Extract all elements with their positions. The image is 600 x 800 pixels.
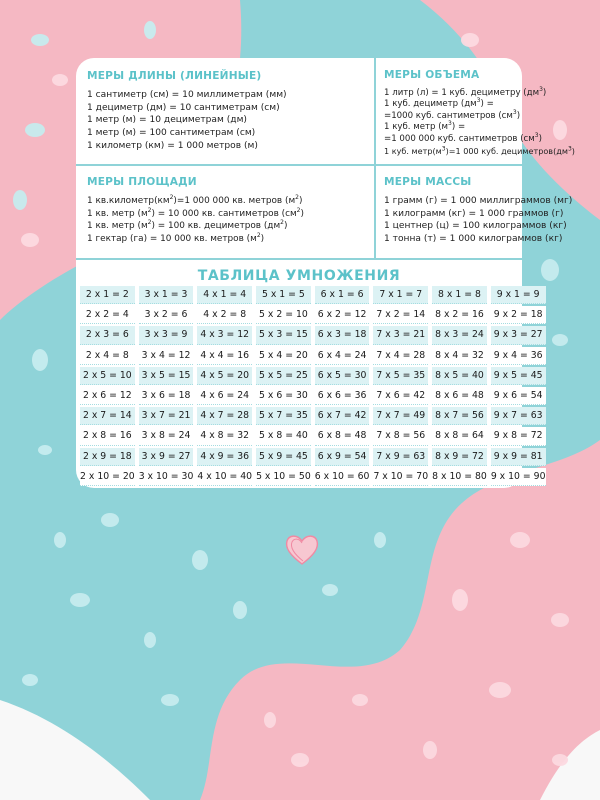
table-cell: 7 x 9 = 63: [373, 448, 428, 466]
table-cell: 8 x 5 = 40: [432, 367, 487, 385]
length-measures: [87, 70, 287, 153]
table-cell: 2 x 4 = 8: [80, 347, 135, 365]
measure-line: =1 000 000 куб. сантиметров $(см^3)$: [384, 132, 542, 144]
table-cell: 8 x 2 = 16: [432, 306, 487, 324]
row-divider: [76, 258, 522, 260]
table-cell: 6 x 3 = 18: [315, 326, 370, 344]
table-cell: 7 x 7 = 49: [373, 407, 428, 425]
table-cell: 3 x 10 = 30: [139, 468, 194, 486]
table-cell: 4 x 9 = 36: [197, 448, 252, 466]
table-cell: 7 x 5 = 35: [373, 367, 428, 385]
section-title: МЕРЫ ОБЪЕМА: [384, 69, 480, 81]
table-cell: 8 x 10 = 80: [432, 468, 487, 486]
table-cell: 9 x 5 = 45: [491, 367, 546, 385]
table-cell: 6 x 7 = 42: [315, 407, 370, 425]
table-cell: 9 x 1 = 9: [491, 286, 546, 304]
heart-icon: [282, 530, 322, 570]
table-cell: 5 x 10 = 50: [256, 468, 311, 486]
table-cell: 2 x 10 = 20: [80, 468, 135, 486]
measure-line: 1 грамм (г) = 1 000 миллиграммов (мг): [384, 195, 573, 206]
table-cell: 3 x 5 = 15: [139, 367, 194, 385]
table-cell: 9 x 9 = 81: [491, 448, 546, 466]
table-cell: 2 x 9 = 18: [80, 448, 135, 466]
table-cell: 6 x 4 = 24: [315, 347, 370, 365]
area-measures: [87, 176, 304, 246]
table-cell: 2 x 1 = 2: [80, 286, 135, 304]
measure-line: 1 километр (км) = 1 000 метров (м): [87, 140, 258, 151]
volume-measures: [384, 70, 575, 157]
table-cell: 8 x 6 = 48: [432, 387, 487, 405]
measure-line: 1 литр (л) = 1 куб. дециметру $(дм^3)$: [384, 85, 547, 98]
table-cell: 9 x 10 = 90: [491, 468, 546, 486]
table-cell: 6 x 5 = 30: [315, 367, 370, 385]
table-cell: 8 x 1 = 8: [432, 286, 487, 304]
measure-line: 1 куб. $метр(м^3)=1$ 000 куб. $дециметров(дм^3)$: [384, 144, 575, 156]
table-cell: 3 x 7 = 21: [139, 407, 194, 425]
table-cell: 8 x 9 = 72: [432, 448, 487, 466]
table-cell: 9 x 2 = 18: [491, 306, 546, 324]
measure-line: =1000 куб. сантиметров $(см^3)$: [384, 108, 521, 121]
measure-line: 1 кв. метр $(м^2) = 100$ кв. дециметров $(дм^2)$: [87, 219, 288, 232]
table-cell: 2 x 3 = 6: [80, 326, 135, 344]
section-title: МЕРЫ МАССЫ: [384, 176, 472, 188]
measure-line: 1 кв. метр $(м^2) = 10$ 000 кв. сантиметров $(см^2)$: [87, 206, 304, 219]
table-cell: 4 x 8 = 32: [197, 427, 252, 445]
table-cell: 3 x 1 = 3: [139, 286, 194, 304]
table-cell: 5 x 1 = 5: [256, 286, 311, 304]
multiplication-grid: [80, 286, 546, 486]
measure-line: 1 тонна (т) = 1 000 килограммов (кг): [384, 234, 563, 245]
table-cell: 7 x 8 = 56: [373, 427, 428, 445]
measure-line: 1 куб. метр $(м^3)$ =: [384, 120, 466, 133]
measure-line: 1 гектар (га) = 10 000 кв. метров $(м^2)$: [87, 232, 265, 245]
table-cell: 9 x 8 = 72: [491, 427, 546, 445]
table-cell: 2 x 2 = 4: [80, 306, 135, 324]
table-cell: 4 x 3 = 12: [197, 326, 252, 344]
table-cell: 5 x 9 = 45: [256, 448, 311, 466]
table-cell: 6 x 8 = 48: [315, 427, 370, 445]
table-cell: 9 x 6 = 54: [491, 387, 546, 405]
table-cell: 3 x 3 = 9: [139, 326, 194, 344]
measure-line: 1 метр (м) = 10 дециметрам (дм): [87, 115, 247, 126]
table-cell: 3 x 9 = 27: [139, 448, 194, 466]
table-cell: 8 x 4 = 32: [432, 347, 487, 365]
table-cell: 9 x 3 = 27: [491, 326, 546, 344]
table-cell: 9 x 4 = 36: [491, 347, 546, 365]
table-cell: 8 x 8 = 64: [432, 427, 487, 445]
measure-line: 1 сантиметр (см) = 10 миллиметрам (мм): [87, 89, 287, 100]
section-title: МЕРЫ ДЛИНЫ (ЛИНЕЙНЫЕ): [87, 70, 262, 82]
multiplication-title: ТАБЛИЦА УМНОЖЕНИЯ: [197, 268, 401, 284]
table-cell: 4 x 6 = 24: [197, 387, 252, 405]
measure-line: 1 куб. дециметр $(дм^3)$ =: [384, 97, 494, 110]
table-cell: 6 x 2 = 12: [315, 306, 370, 324]
measure-line: 1 дециметр (дм) = 10 сантиметрам (см): [87, 102, 280, 113]
table-cell: 7 x 6 = 42: [373, 387, 428, 405]
table-cell: 5 x 2 = 10: [256, 306, 311, 324]
table-cell: 3 x 2 = 6: [139, 306, 194, 324]
table-cell: 7 x 3 = 21: [373, 326, 428, 344]
table-cell: 3 x 6 = 18: [139, 387, 194, 405]
table-cell: 5 x 4 = 20: [256, 347, 311, 365]
table-cell: 8 x 7 = 56: [432, 407, 487, 425]
table-cell: 4 x 7 = 28: [197, 407, 252, 425]
table-cell: 6 x 6 = 36: [315, 387, 370, 405]
table-cell: 7 x 2 = 14: [373, 306, 428, 324]
mass-measures: [384, 176, 572, 246]
table-cell: 9 x 7 = 63: [491, 407, 546, 425]
table-cell: 7 x 1 = 7: [373, 286, 428, 304]
table-cell: 5 x 3 = 15: [256, 326, 311, 344]
row-divider: [76, 164, 522, 166]
table-cell: 4 x 1 = 4: [197, 286, 252, 304]
measure-line: 1 килограмм (кг) = 1 000 граммов (г): [384, 208, 564, 219]
measure-line: 1 метр (м) = 100 сантиметрам (см): [87, 128, 256, 139]
table-cell: 3 x 4 = 12: [139, 347, 194, 365]
table-cell: 6 x 9 = 54: [315, 448, 370, 466]
table-cell: 2 x 8 = 16: [80, 427, 135, 445]
table-cell: 5 x 7 = 35: [256, 407, 311, 425]
table-cell: 6 x 10 = 60: [315, 468, 370, 486]
table-cell: 2 x 6 = 12: [80, 387, 135, 405]
table-cell: 7 x 10 = 70: [373, 468, 428, 486]
table-cell: 4 x 4 = 16: [197, 347, 252, 365]
table-cell: 5 x 8 = 40: [256, 427, 311, 445]
reference-card: [76, 58, 575, 488]
column-divider: [374, 58, 376, 260]
section-title: МЕРЫ ПЛОЩАДИ: [87, 176, 197, 188]
table-cell: 5 x 5 = 25: [256, 367, 311, 385]
table-cell: 8 x 3 = 24: [432, 326, 487, 344]
table-cell: 5 x 6 = 30: [256, 387, 311, 405]
table-cell: 2 x 7 = 14: [80, 407, 135, 425]
table-cell: 7 x 4 = 28: [373, 347, 428, 365]
measure-line: 1 центнер (ц) = 100 килограммов (кг): [384, 221, 567, 232]
table-cell: 4 x 5 = 20: [197, 367, 252, 385]
table-cell: 3 x 8 = 24: [139, 427, 194, 445]
table-cell: 4 x 2 = 8: [197, 306, 252, 324]
table-cell: 2 x 5 = 10: [80, 367, 135, 385]
table-cell: 4 x 10 = 40: [197, 468, 252, 486]
table-cell: 6 x 1 = 6: [315, 286, 370, 304]
measure-line: 1 $кв.километр(км^2)=1$ 000 000 кв. метров $(м^2)$: [87, 193, 303, 206]
